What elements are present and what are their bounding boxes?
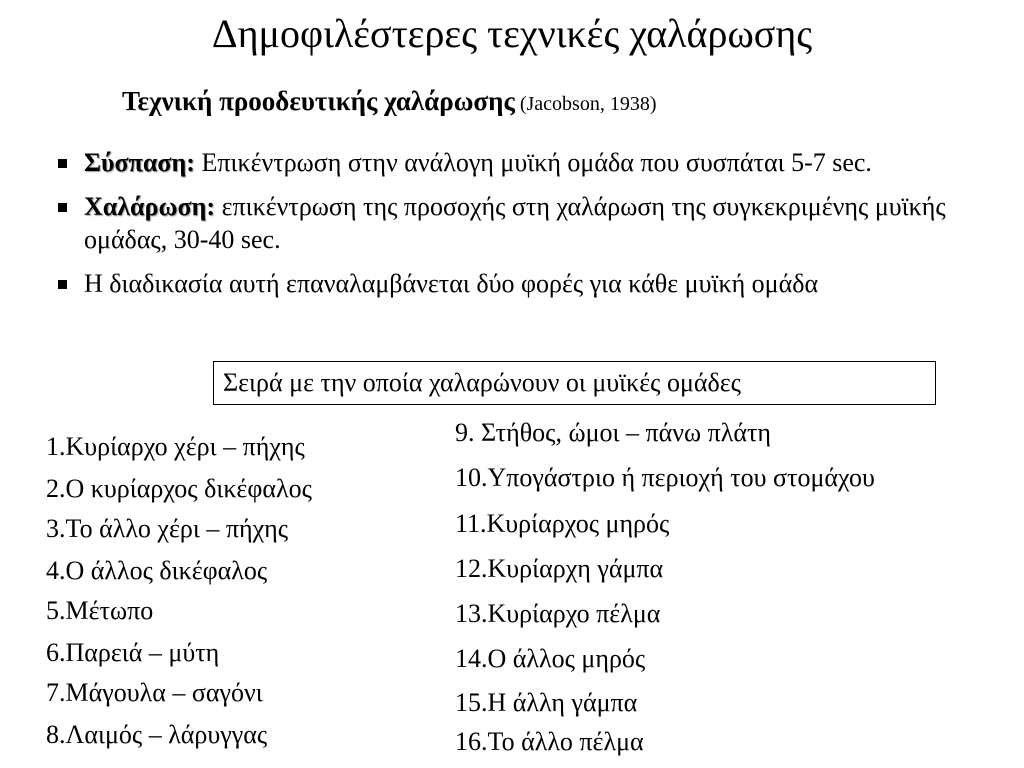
- square-bullet-icon: [58, 203, 67, 212]
- list-item: 4.Ο άλλος δικέφαλος: [46, 556, 268, 585]
- bullet-item-relaxation: [55, 190, 1020, 256]
- list-item: 8.Λαιμός – λάρυγγας: [46, 720, 268, 749]
- list-item: 11.Κυρίαρχος μηρός: [455, 509, 670, 538]
- bullet-text: επικέντρωση της προσοχής στη χαλάρωση της συγκεκριμένης μυϊκής ομάδας, 30-40 sec.: [84, 192, 946, 254]
- bullet-text: Η διαδικασία αυτή επαναλαμβάνεται δύο φορές για κάθε μυϊκή ομάδα: [84, 269, 819, 298]
- list-item: 3.Το άλλο χέρι – πήχης: [46, 514, 289, 543]
- list-item: 12.Κυρίαρχη γάμπα: [455, 554, 664, 583]
- list-item: 1.Κυρίαρχο χέρι – πήχης: [46, 432, 305, 461]
- bullet-text: Επικέντρωση στην ανάλογη μυϊκή ομάδα που συσπάται 5-7 sec.: [194, 148, 872, 177]
- bullet-list: [55, 146, 1020, 311]
- list-item: 16.Το άλλο πέλμα: [455, 727, 644, 756]
- list-item: 5.Μέτωπο: [46, 596, 154, 625]
- muscle-order-heading-box: Σειρά με την οποία χαλαρώνουν οι μυϊκές ομάδες: [213, 361, 936, 405]
- slide-title: Δημοφιλέστερες τεχνικές χαλάρωσης: [211, 11, 813, 56]
- list-item: 14.Ο άλλος μηρός: [455, 644, 646, 673]
- list-item: 15.Η άλλη γάμπα: [455, 688, 638, 717]
- list-item: 9. Στήθος, ώμοι – πάνω πλάτη: [455, 418, 772, 447]
- list-item: 2.Ο κυρίαρχος δικέφαλος: [46, 474, 312, 503]
- bullet-keyword: Σύσπαση:: [84, 148, 195, 177]
- subtitle-citation: (Jacobson, 1938): [514, 93, 657, 115]
- bullet-item-contraction: [55, 146, 1020, 179]
- slide-subtitle: [122, 84, 657, 123]
- bullet-keyword: Χαλάρωση:: [84, 192, 216, 221]
- list-item: 10.Υπογάστριο ή περιοχή του στομάχου: [455, 463, 875, 492]
- subtitle-main: Τεχνική προοδευτικής χαλάρωσης: [122, 86, 515, 116]
- square-bullet-icon: [58, 159, 67, 168]
- list-item: 7.Μάγουλα – σαγόνι: [46, 678, 263, 707]
- list-item: 6.Παρειά – μύτη: [46, 638, 220, 667]
- square-bullet-icon: [58, 280, 67, 289]
- list-item: 13.Κυρίαρχο πέλμα: [455, 599, 661, 628]
- bullet-item-repetition: [55, 267, 1020, 300]
